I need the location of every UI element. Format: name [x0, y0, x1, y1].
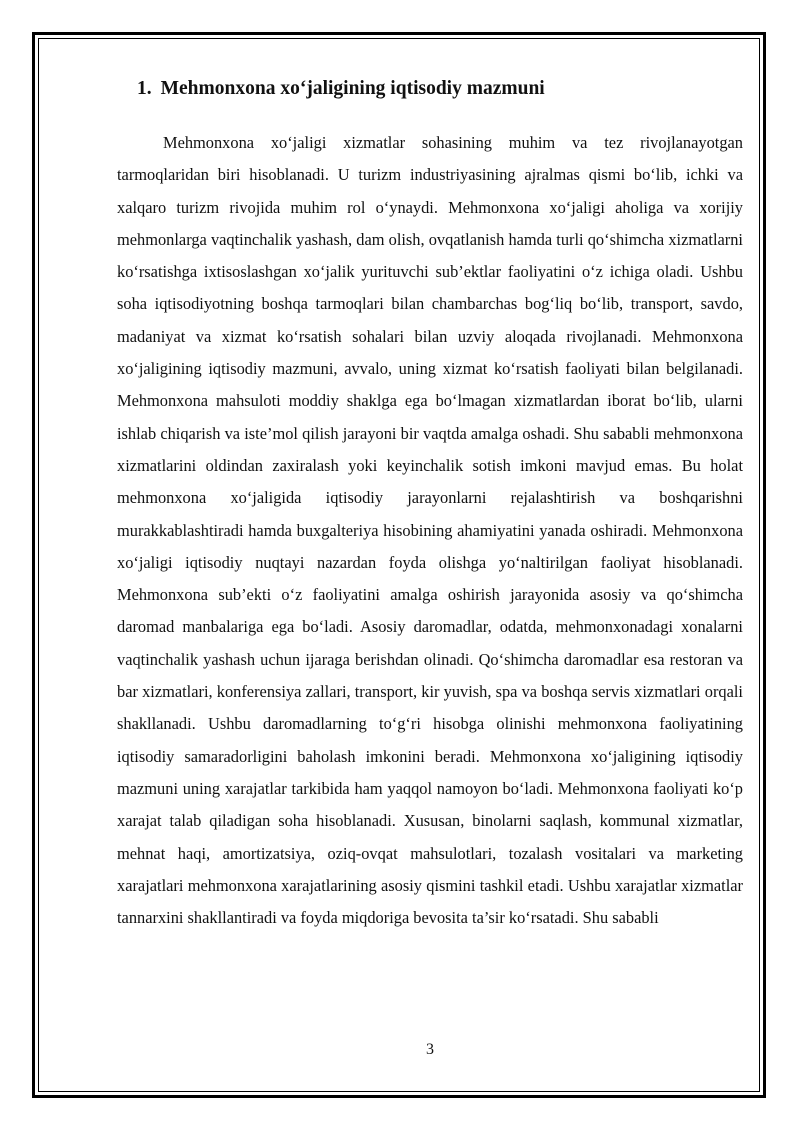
body-paragraph: Mehmonxona xo‘jaligi xizmatlar sohasining muhim va tez rivojlanayotgan tarmoqlaridan biri hisoblanadi. U turizm industriyasining ajralmas qismi bo‘lib, ichki va xalqaro turizm rivojida muhim rol o‘ynaydi. Mehmonxona xo‘jaligi aholiga va xorijiy mehmonlarga vaqtinchalik yashash, dam olish, ovqatlanish hamda turli qo‘shimcha xizmatlarni ko‘rsatishga ixtisoslashgan xo‘jalik yurituvchi sub’ektlar faoliyatini o‘z ichiga oladi. Ushbu soha iqtisodiyotning boshqa tarmoqlari bilan chambarchas bog‘liq bo‘lib, transport, savdo, madaniyat va xizmat ko‘rsatish sohalari bilan uzviy aloqada rivojlanadi. Mehmonxona xo‘jaligining iqtisodiy mazmuni, avvalo, uning xizmat ko‘rsatish faoliyati bilan belgilanadi. Mehmonxona mahsuloti moddiy shaklga ega bo‘lmagan xizmatlardan iborat bo‘lib, ularni ishlab chiqarish va iste’mol qilish jarayoni bir vaqtda amalga oshadi. Shu sababli mehmonxona xizmatlarini oldindan zaxiralash yoki keyinchalik sotish imkoni mavjud emas. Bu holat mehmonxona xo‘jaligida iqtisodiy jarayonlarni rejalashtirish va boshqarishni murakkablashtiradi hamda buxgalteriya hisobining ahamiyatini yanada oshiradi. Mehmonxona xo‘jaligi iqtisodiy nuqtayi nazardan foyda olishga yo‘naltirilgan faoliyat hisoblanadi. Mehmonxona sub’ekti o‘z faoliyatini amalga oshirish jarayonida asosiy va qo‘shimcha daromad manbalariga ega bo‘ladi. Asosiy daromadlar, odatda, mehmonxonadagi xonalarni vaqtinchalik yashash uchun ijaraga berishdan olinadi. Qo‘shimcha daromadlar esa restoran va bar xizmatlari, konferensiya zallari, transport, kir yuvish, spa va boshqa servis xizmatlari orqali shakllanadi. Ushbu daromadlarning to‘g‘ri hisobga olinishi mehmonxona faoliyatining iqtisodiy samaradorligini baholash imkonini beradi. Mehmonxona xo‘jaligining iqtisodiy mazmuni uning xarajatlar tarkibida ham yaqqol namoyon bo‘ladi. Mehmonxona faoliyati ko‘p xarajat talab qiladigan soha hisoblanadi. Xususan, binolarni saqlash, kommunal xizmatlar, mehnat haqi, amortizatsiya, oziq-ovqat mahsulotlari, tozalash vositalari va marketing xarajatlari mehmonxona xarajatlarining asosiy qismini tashkil etadi. Ushbu xarajatlar xizmatlar tannarxini shakllantiradi va foyda miqdoriga bevosita ta’sir ko‘rsatadi. Shu sababli: [117, 133, 743, 928]
page-number: 3: [426, 1041, 434, 1058]
section-heading: [137, 77, 545, 101]
section-title: Mehmonxona xo‘jaligining iqtisodiy mazmuni: [160, 78, 545, 99]
section-number: 1.: [137, 78, 152, 99]
